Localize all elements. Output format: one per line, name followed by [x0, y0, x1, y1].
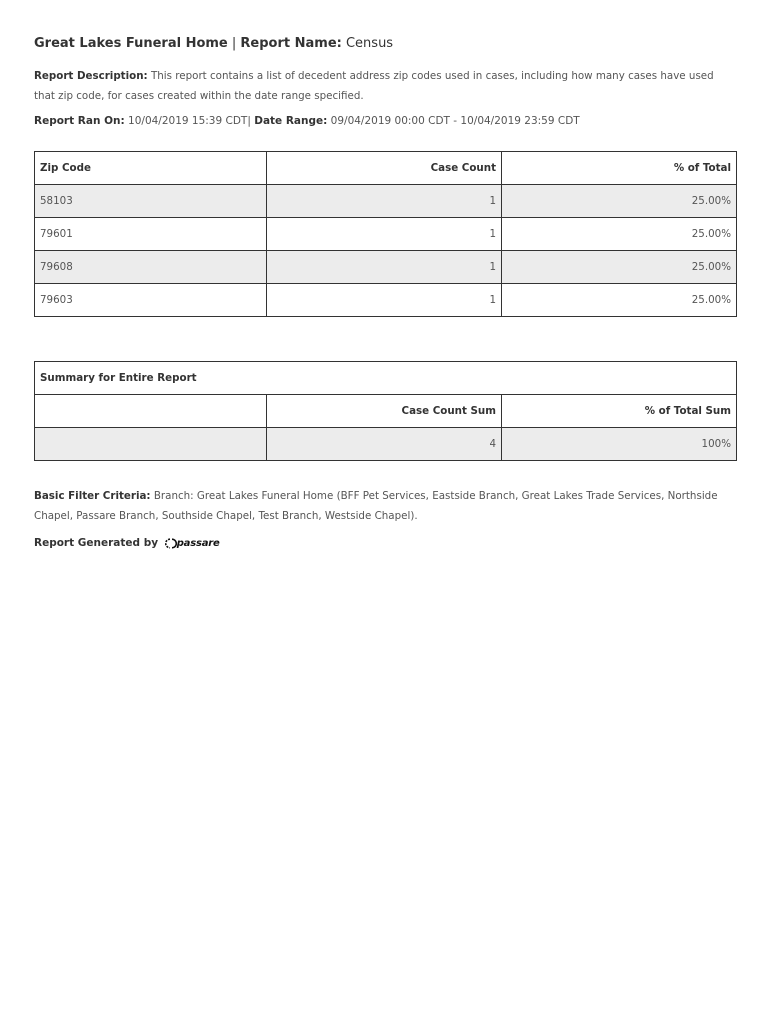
column-header-percent-total-sum: % of Total Sum	[502, 395, 737, 428]
table-row	[35, 284, 737, 317]
report-generated-by	[34, 537, 220, 549]
table-row	[35, 218, 737, 251]
run-info-separator: |	[247, 115, 251, 127]
company-name: Great Lakes Funeral Home	[34, 36, 228, 51]
report-description	[34, 66, 736, 106]
column-header-percent-total: % of Total	[502, 152, 737, 185]
summary-title-row	[35, 362, 737, 395]
summary-row	[35, 428, 737, 461]
zip-code-cell: 79608	[35, 251, 267, 284]
percent-total-cell: 25.00%	[502, 218, 737, 251]
report-title	[34, 36, 393, 51]
census-table	[34, 151, 737, 317]
zip-code-cell: 79601	[35, 218, 267, 251]
filter-label: Basic Filter Criteria:	[34, 490, 151, 502]
summary-blank-cell	[35, 428, 267, 461]
table-header-row	[35, 152, 737, 185]
summary-header-blank	[35, 395, 267, 428]
summary-table	[34, 361, 737, 461]
filter-criteria	[34, 486, 736, 526]
date-range-label: Date Range:	[254, 115, 328, 127]
date-range-value: 09/04/2019 00:00 CDT - 10/04/2019 23:59 CDT	[330, 115, 580, 127]
description-label: Report Description:	[34, 70, 148, 82]
column-header-zip-code: Zip Code	[35, 152, 267, 185]
zip-code-cell: 58103	[35, 185, 267, 218]
ran-on-label: Report Ran On:	[34, 115, 125, 127]
case-count-sum-cell: 4	[267, 428, 502, 461]
passare-logo-icon	[165, 538, 177, 549]
column-header-case-count: Case Count	[267, 152, 502, 185]
case-count-cell: 1	[267, 284, 502, 317]
column-header-case-count-sum: Case Count Sum	[267, 395, 502, 428]
ran-on-value: 10/04/2019 15:39 CDT	[128, 115, 248, 127]
summary-title: Summary for Entire Report	[35, 362, 737, 395]
description-text: This report contains a list of decedent address zip codes used in cases, including how many cases have used that zip code, for cases created within the date range specified.	[34, 70, 714, 102]
report-name: Census	[345, 36, 394, 51]
table-row	[35, 185, 737, 218]
case-count-cell: 1	[267, 218, 502, 251]
title-separator: |	[227, 36, 241, 51]
generated-label: Report Generated by	[34, 537, 159, 549]
percent-total-cell: 25.00%	[502, 185, 737, 218]
case-count-cell: 1	[267, 251, 502, 284]
percent-total-sum-cell: 100%	[502, 428, 737, 461]
zip-code-cell: 79603	[35, 284, 267, 317]
report-name-label: Report Name:	[240, 36, 342, 51]
filter-text: Branch: Great Lakes Funeral Home (BFF Pet Services, Eastside Branch, Great Lakes Trade Services, Northside Chapel, Passare Branch, Southside Chapel, Test Branch, Westside Chapel).	[34, 490, 718, 522]
percent-total-cell: 25.00%	[502, 251, 737, 284]
summary-header-row	[35, 395, 737, 428]
passare-logo	[165, 538, 220, 549]
table-row	[35, 251, 737, 284]
percent-total-cell: 25.00%	[502, 284, 737, 317]
case-count-cell: 1	[267, 185, 502, 218]
report-run-info	[34, 115, 580, 127]
passare-logo-text: passare	[176, 537, 220, 549]
